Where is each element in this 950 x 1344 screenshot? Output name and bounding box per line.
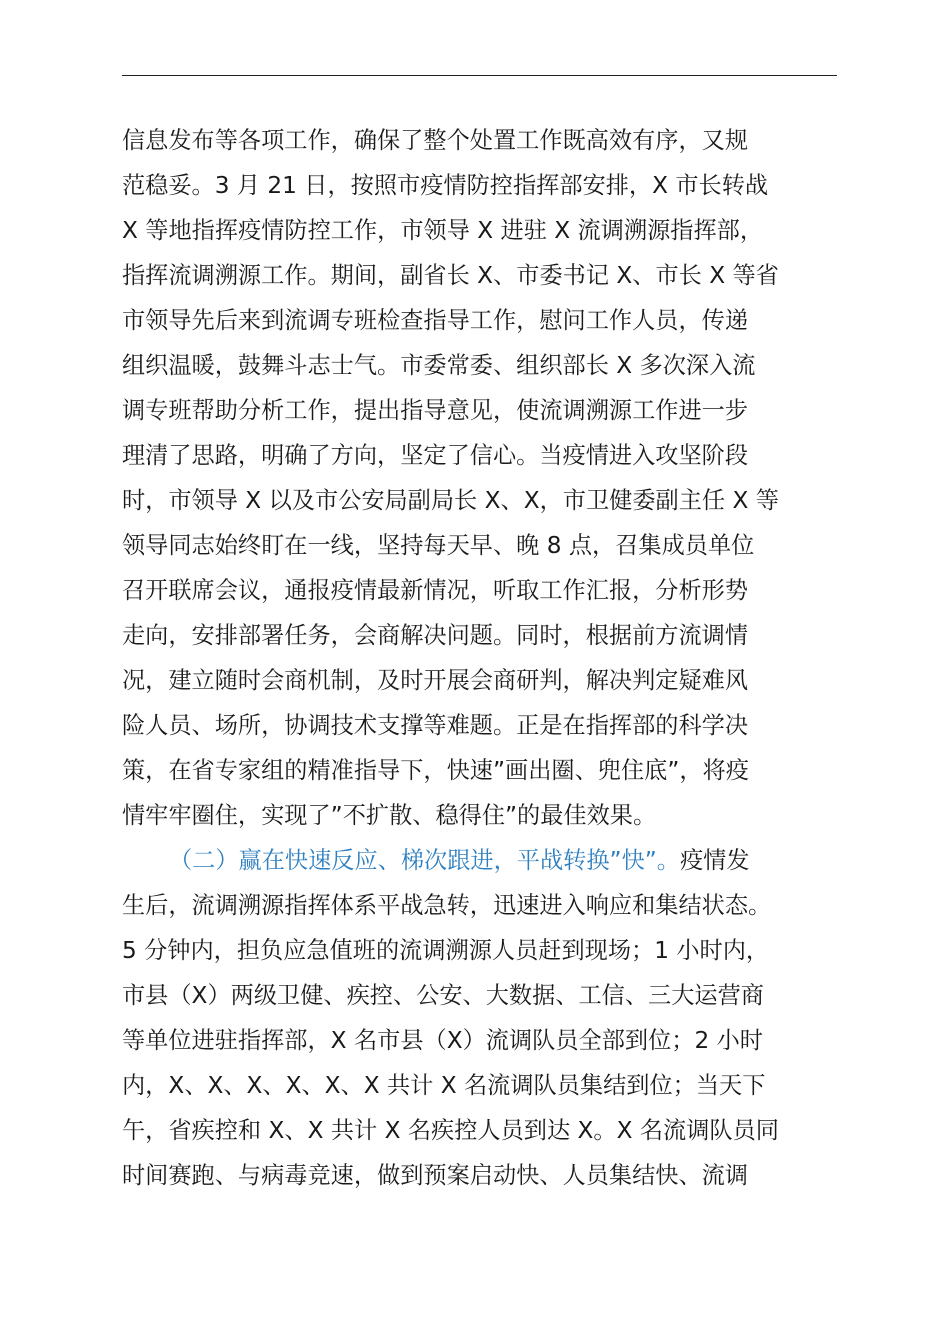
text-line: 生后，流调溯源指挥体系平战急转，迅速进入响应和集结状态。 — [122, 892, 772, 919]
text-line: 5 分钟内，担负应急值班的流调溯源人员赶到现场；1 小时内， — [122, 937, 770, 964]
text-line: 午，省疾控和 X、X 共计 X 名疾控人员到达 X。X 名流调队员同 — [122, 1117, 779, 1144]
text-line: 内，X、X、X、X、X、X 共计 X 名流调队员集结到位；当天下 — [122, 1072, 766, 1099]
text-line: 召开联席会议，通报疫情最新情况，听取工作汇报，分析形势 — [122, 577, 749, 604]
text-line: 情牢牢圈住，实现了”不扩散、稳得住”的最佳效果。 — [122, 802, 657, 829]
paragraph-2 — [122, 838, 842, 1198]
text-line: X 等地指挥疫情防控工作，市领导 X 进驻 X 流调溯源指挥部， — [122, 217, 764, 244]
heading-line-continuation: 疫情发 — [679, 847, 750, 874]
text-line: 指挥流调溯源工作。期间，副省长 X、市委书记 X、市长 X 等省 — [122, 262, 779, 289]
text-line: 领导同志始终盯在一线，坚持每天早、晚 8 点，召集成员单位 — [122, 532, 755, 559]
section-heading-line — [122, 838, 842, 883]
text-line: 理清了思路，明确了方向，坚定了信心。当疫情进入攻坚阶段 — [122, 442, 749, 469]
text-line: 范稳妥。3 月 21 日，按照市疫情防控指挥部安排，X 市长转战 — [122, 172, 769, 199]
text-line: 策，在省专家组的精准指导下，快速”画出圈、兜住底”，将疫 — [122, 757, 749, 784]
text-line: 时，市领导 X 以及市公安局副局长 X、X，市卫健委副主任 X 等 — [122, 487, 779, 514]
text-line: 信息发布等各项工作，确保了整个处置工作既高效有序，又规 — [122, 127, 749, 154]
paragraph-1 — [122, 118, 842, 838]
text-line: 险人员、场所，协调技术支撑等难题。正是在指挥部的科学决 — [122, 712, 749, 739]
text-line: 等单位进驻指挥部，X 名市县（X）流调队员全部到位；2 小时 — [122, 1027, 763, 1054]
text-line: 走向，安排部署任务，会商解决问题。同时，根据前方流调情 — [122, 622, 749, 649]
text-line: 市领导先后来到流调专班检查指导工作，慰问工作人员，传递 — [122, 307, 749, 334]
text-line: 调专班帮助分析工作，提出指导意见，使流调溯源工作进一步 — [122, 397, 749, 424]
text-line: 时间赛跑、与病毒竞速，做到预案启动快、人员集结快、流调 — [122, 1162, 749, 1189]
section-heading: （二）赢在快速反应、梯次跟进，平战转换”快”。 — [169, 847, 680, 874]
text-line: 组织温暖，鼓舞斗志士气。市委常委、组织部长 X 多次深入流 — [122, 352, 756, 379]
text-line: 况，建立随时会商机制，及时开展会商研判，解决判定疑难风 — [122, 667, 749, 694]
text-line: 市县（X）两级卫健、疾控、公安、大数据、工信、三大运营商 — [122, 982, 764, 1009]
header-rule — [122, 75, 837, 76]
document-body — [122, 118, 842, 1198]
